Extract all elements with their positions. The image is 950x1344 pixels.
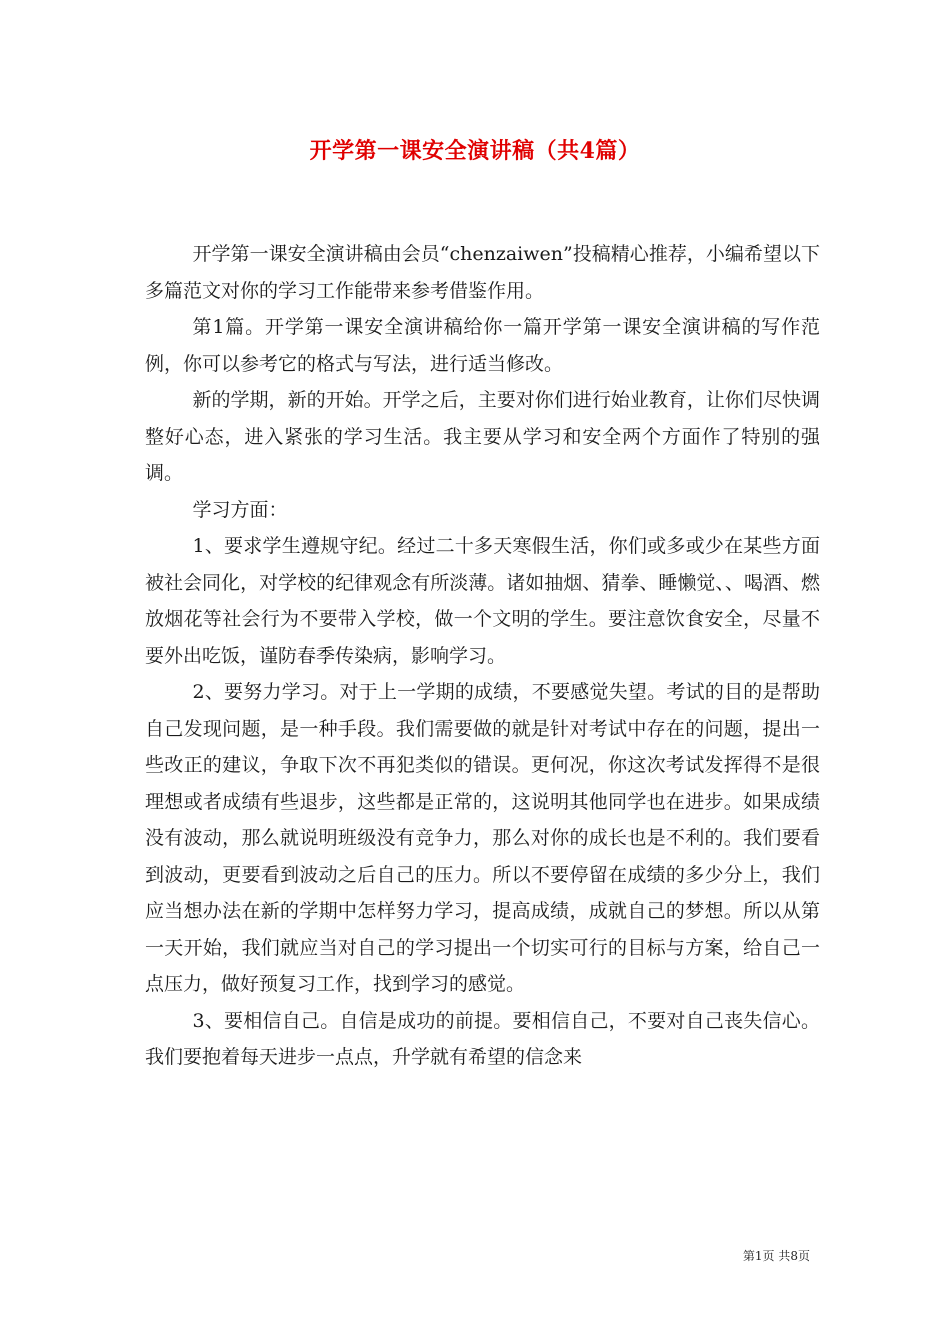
footer-prefix: 第	[742, 1249, 755, 1263]
section-heading: 学习方面：	[192, 498, 288, 521]
footer-middle: 页 共	[762, 1249, 791, 1263]
article-intro-paragraph: 第1篇。开学第一课安全演讲稿给你一篇开学第一课安全演讲稿的写作范例，你可以参考它的格式与写法，进行适当修改。	[145, 316, 820, 375]
document-body	[145, 236, 820, 1076]
page-number-footer	[743, 1247, 810, 1264]
body-paragraph: 新的学期，新的开始。开学之后，主要对你们进行始业教育，让你们尽快调整好心态，进入紧张的学习生活。我主要从学习和安全两个方面作了特别的强调。	[145, 389, 820, 484]
footer-suffix: 页	[797, 1249, 810, 1263]
footer-total-pages: 8	[790, 1249, 798, 1263]
list-item-paragraph: 2、要努力学习。对于上一学期的成绩，不要感觉失望。考试的目的是帮助自己发现问题，是一种手段。我们需要做的就是针对考试中存在的问题，提出一些改正的建议，争取下次不再犯类似的错误。更何况，你这次考试发挥得不是很理想或者成绩有些退步，这些都是正常的，这说明其他同学也在进步。如果成绩没有波动，那么就说明班级没有竞争力，那么对你的成长也是不利的。我们要看到波动，更要看到波动之后自己的压力。所以不要停留在成绩的多少分上，我们应当想办法在新的学期中怎样努力学习，提高成绩，成就自己的梦想。所以从第一天开始，我们就应当对自己的学习提出一个切实可行的目标与方案，给自己一点压力，做好预复习工作，找到学习的感觉。	[145, 681, 820, 995]
intro-paragraph: 开学第一课安全演讲稿由会员“chenzaiwen”投稿精心推荐，小编希望以下多篇范文对你的学习工作能带来参考借鉴作用。	[145, 243, 820, 302]
footer-page-number: 1	[754, 1249, 763, 1263]
document-title: 开学第一课安全演讲稿（共4篇）	[309, 138, 641, 164]
list-item-paragraph: 3、要相信自己。自信是成功的前提。要相信自己，不要对自己丧失信心。我们要抱着每天进步一点点，升学就有希望的信念来	[145, 1009, 820, 1068]
list-item-paragraph: 1、要求学生遵规守纪。经过二十多天寒假生活，你们或多或少在某些方面被社会同化，对学校的纪律观念有所淡薄。诸如抽烟、猜拳、睡懒觉、、喝酒、燃放烟花等社会行为不要带入学校，做一个文明的学生。要注意饮食安全，尽量不要外出吃饭，谨防春季传染病，影响学习。	[145, 535, 820, 667]
